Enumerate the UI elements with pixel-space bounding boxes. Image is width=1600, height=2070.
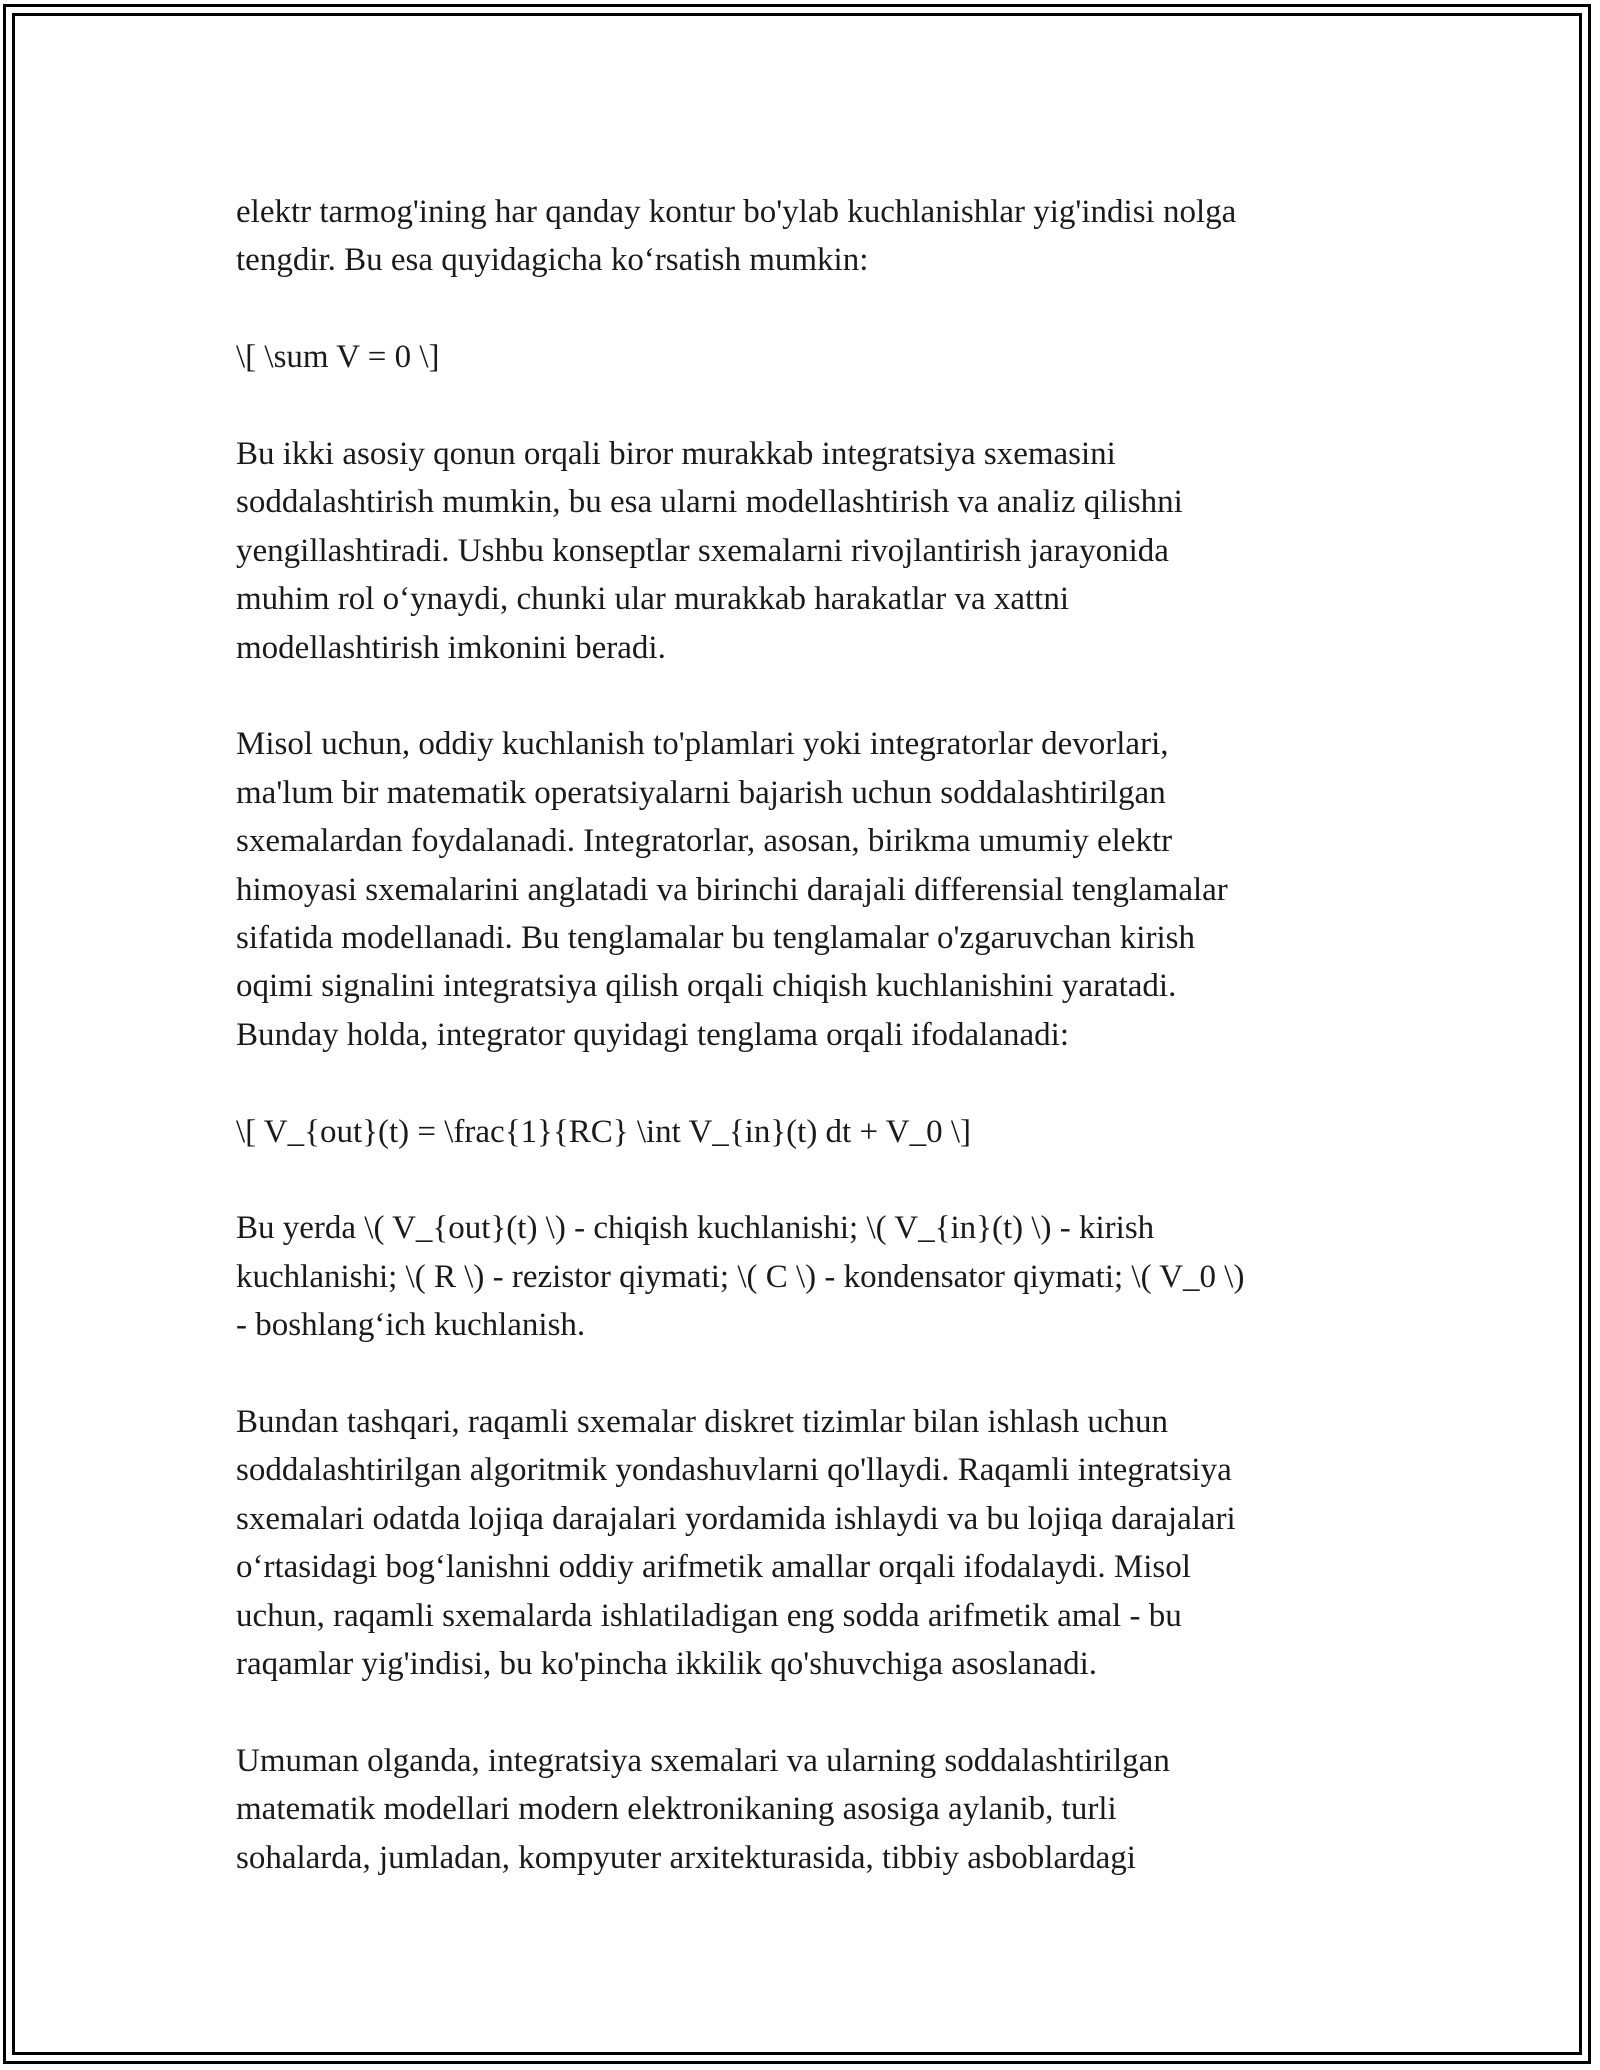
equation-sum-voltage: \[ \sum V = 0 \]: [236, 339, 440, 376]
equation-integrator: \[ V_{out}(t) = \frac{1}{RC} \int V_{in}(t) dt + V_0 \]: [236, 1113, 971, 1150]
paragraph-simplification: Bu ikki asosiy qonun orqali biror murakkab integratsiya sxemasini soddalashtirish mumkin, bu esa ularni modellashtirish va analiz qilishni yengillashtiradi. Ushbu konseptlar sxemalarni rivojlantirish jarayonida muhim rol oʻynaydi, chunki ular murakkab harakatlar va xattni modellashtirish imkonini beradi.: [236, 436, 1183, 666]
paragraph-variable-definitions: Bu yerda \( V_{out}(t) \) - chiqish kuchlanishi; \( V_{in}(t) \) - kirish kuchlanishi; \( R \) - rezistor qiymati; \( C \) - kondensator qiymati; \( V_0 \) - boshlangʻich kuchlanish.: [236, 1210, 1245, 1344]
paragraph-conclusion: Umuman olganda, integratsiya sxemalari va ularning soddalashtirilgan matematik modellari modern elektronikaning asosiga aylanib, turli sohalarda, jumladan, kompyuter arxitekturasida, tibbiy asboblardagi: [236, 1742, 1170, 1876]
paragraph-kvl-intro: elektr tarmog'ining har qanday kontur bo'ylab kuchlanishlar yig'indisi nolga tengdir. Bu esa quyidagicha koʻrsatish mumkin:: [236, 194, 1237, 279]
paragraph-digital-circuits: Bundan tashqari, raqamli sxemalar diskret tizimlar bilan ishlash uchun soddalashtirilgan algoritmik yondashuvlarni qo'llaydi. Raqamli integratsiya sxemalari odatda lojiqa darajalari yordamida ishlaydi va bu lojiqa darajalari oʻrtasidagi bogʻlanishni oddiy arifmetik amallar orqali ifodalaydi. Misol uchun, raqamli sxemalarda ishlatiladigan eng sodda arifmetik amal - bu raqamlar yig'indisi, bu ko'pincha ikkilik qo'shuvchiga asoslanadi.: [236, 1404, 1236, 1683]
document-body: [236, 188, 1366, 1882]
paragraph-integrators: Misol uchun, oddiy kuchlanish to'plamlari yoki integratorlar devorlari, ma'lum bir matematik operatsiyalarni bajarish uchun soddalashtirilgan sxemalardan foydalanadi. Integratorlar, asosan, birikma umumiy elektr himoyasi sxemalarini anglatadi va birinchi darajali differensial tenglamalar sifatida modellanadi. Bu tenglamalar bu tenglamalar o'zgaruvchan kirish oqimi signalini integratsiya qilish orqali chiqish kuchlanishini yaratadi. Bunday holda, integrator quyidagi tenglama orqali ifodalanadi:: [236, 726, 1228, 1053]
